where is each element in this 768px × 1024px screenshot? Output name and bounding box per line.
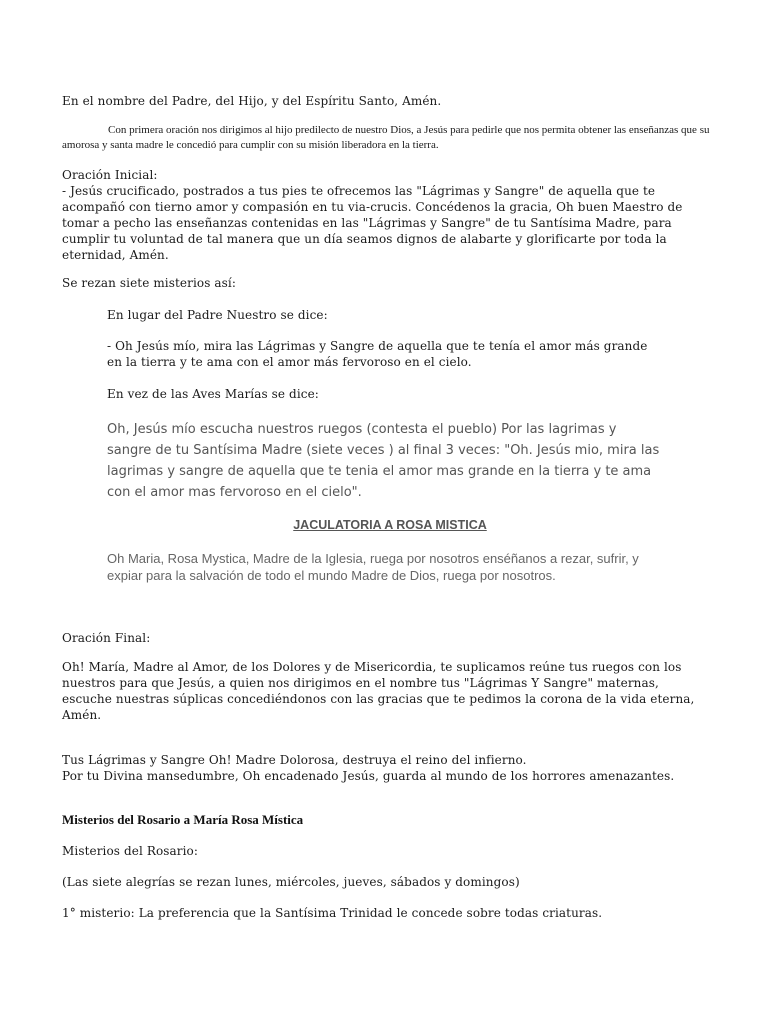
opening-line: En el nombre del Padre, del Hijo, y del Espíritu Santo, Amén. [62,94,442,108]
aves-marias-label: En vez de las Aves Marías se dice: [107,387,319,401]
padre-nuestro-text: - Oh Jesús mío, mira las Lágrimas y Sangre de aquella que te tenía el amor más grande en la tierra y te ama con el amor más fervoroso en el cielo. [107,339,648,369]
oracion-inicial-title: Oración Inicial: [62,168,158,182]
first-mystery: 1° misterio: La preferencia que la Santísima Trinidad le concede sobre todas criaturas. [62,906,603,920]
jaculatoria-text: Oh Maria, Rosa Mystica, Madre de la Iglesia, ruega por nosotros enséñanos a rezar, sufrir, y expiar para la salvación de todo el mundo Madre de Dios, ruega por nosotros. [107,551,639,583]
oracion-final-title: Oración Final: [62,631,151,645]
misterios-section-title: Misterios del Rosario a María Rosa Mística [62,812,304,827]
aves-marias-text: Oh, Jesús mío escucha nuestros ruegos (contesta el pueblo) Por las lagrimas y sangre de tu Santísima Madre (siete veces ) al final 3 veces: "Oh. Jesús mio, mira las lagrimas y sangre de aquella que te tenia el amor mas grande en la tierra y te ama con el amor mas fervoroso en el cielo". [107,422,660,500]
misterios-subtitle: Misterios del Rosario: [62,844,199,858]
oracion-inicial-body: - Jesús crucificado, postrados a tus pies te ofrecemos las "Lágrimas y Sangre" de aquella que te acompañó con tierno amor y compasión en tu via-crucis. Concédenos la gracia, Oh buen Maestro de tomar a pecho las enseñanzas contenidas en las "Lágrimas y Sangre" de tu Santísima Madre, para cumplir tu voluntad de tal manera que un día seamos dignos de alabarte y glorificarte por toda la eternidad, Amén. [62,184,683,262]
jaculatoria-title: JACULATORIA A ROSA MISTICA [293,518,487,532]
closing-line: Tus Lágrimas y Sangre Oh! Madre Dolorosa, destruya el reino del infierno. [62,753,527,767]
alegrias-note: (Las siete alegrías se rezan lunes, miércoles, jueves, sábados y domingos) [62,875,520,889]
misterios-intro: Se rezan siete misterios así: [62,276,236,290]
closing-line: Por tu Divina mansedumbre, Oh encadenado Jesús, guarda al mundo de los horrores amenazantes. [62,769,675,783]
intro-paragraph: Con primera oración nos dirigimos al hijo predilecto de nuestro Dios, a Jesús para pedirle que nos permita obtener las enseñanzas que su amorosa y santa madre le concedió para cumplir con su misión liberadora en la tierra. [62,124,710,151]
oracion-final-body: Oh! María, Madre al Amor, de los Dolores y de Misericordia, te suplicamos reúne tus ruegos con los nuestros para que Jesús, a quien nos dirigimos en el nombre tus "Lágrimas Y Sangre" maternas, escuche nuestras súplicas concediéndonos con las gracias que te pedimos la corona de la vida eterna, Amén. [62,660,695,722]
padre-nuestro-label: En lugar del Padre Nuestro se dice: [107,308,328,322]
closing-lines [62,752,742,784]
